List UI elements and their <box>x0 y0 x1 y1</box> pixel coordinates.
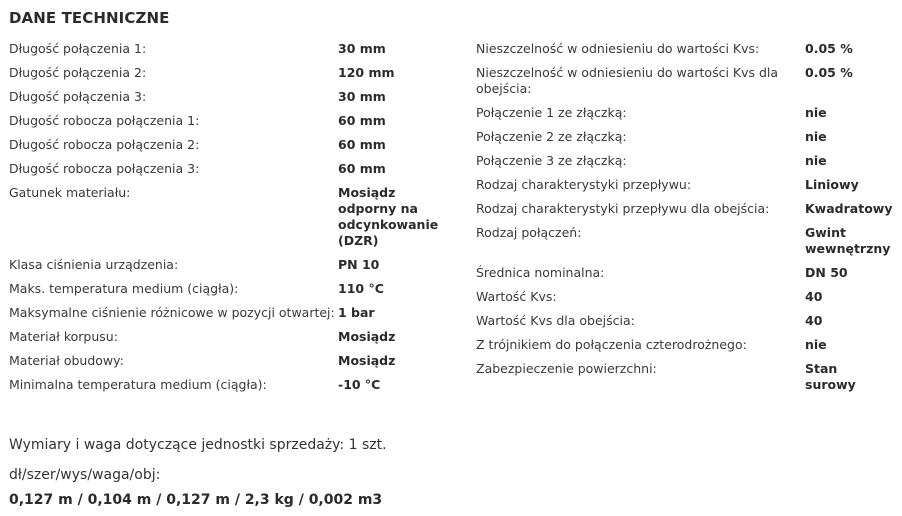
spec-label: Długość robocza połączenia 1: <box>9 113 200 128</box>
spec-value: 120 mm <box>338 65 395 80</box>
spec-value: 0.05 % <box>805 65 853 80</box>
spec-value: 30 mm <box>338 41 386 56</box>
spec-value: Kwadratowy <box>805 201 893 216</box>
spec-label: Długość robocza połączenia 3: <box>9 161 200 176</box>
spec-label: Rodzaj charakterystyki przepływu: <box>476 177 692 192</box>
spec-label: Materiał obudowy: <box>9 353 124 368</box>
spec-row <box>9 113 449 129</box>
spec-row <box>476 361 896 393</box>
spec-value: 60 mm <box>338 161 386 176</box>
spec-value: nie <box>805 129 827 144</box>
spec-label: Rodzaj charakterystyki przepływu dla obejścia: <box>476 201 770 216</box>
spec-row <box>9 377 449 393</box>
spec-label: Zabezpieczenie powierzchni: <box>476 361 657 376</box>
spec-row <box>9 161 449 177</box>
spec-row <box>476 289 896 305</box>
dimensions-label: dł/szer/wys/waga/obj: <box>9 467 161 483</box>
spec-row <box>9 305 449 321</box>
spec-value: 40 <box>805 313 823 328</box>
right-spec-column <box>476 41 896 401</box>
spec-row <box>476 337 896 353</box>
spec-label: Nieszczelność w odniesieniu do wartości Kvs: <box>476 41 760 56</box>
spec-value: Mosiądz <box>338 329 396 344</box>
spec-value: Mosiądz odporny na odcynkowanie (DZR) <box>338 185 439 248</box>
spec-value: nie <box>805 105 827 120</box>
spec-label: Długość połączenia 2: <box>9 65 147 80</box>
spec-value: Mosiądz <box>338 353 396 368</box>
spec-label: Nieszczelność w odniesieniu do wartości Kvs dla obejścia: <box>476 65 779 96</box>
spec-row <box>476 225 896 257</box>
spec-value: 60 mm <box>338 137 386 152</box>
spec-label: Materiał korpusu: <box>9 329 118 344</box>
spec-value: 40 <box>805 289 823 304</box>
spec-row <box>476 265 896 281</box>
spec-label: Z trójnikiem do połączenia czterodrożnego: <box>476 337 747 352</box>
sales-unit-summary: Wymiary i waga dotyczące jednostki sprzedaży: 1 szt. <box>9 437 387 453</box>
spec-value: Stan surowy <box>805 361 856 392</box>
spec-label: Średnica nominalna: <box>476 265 605 280</box>
spec-value: 1 bar <box>338 305 375 320</box>
spec-label: Wartość Kvs dla obejścia: <box>476 313 635 328</box>
spec-value: 30 mm <box>338 89 386 104</box>
spec-label: Maks. temperatura medium (ciągła): <box>9 281 239 296</box>
spec-row <box>476 177 896 193</box>
spec-row <box>9 353 449 369</box>
spec-label: Gatunek materiału: <box>9 185 131 200</box>
spec-row <box>9 281 449 297</box>
spec-label: Połączenie 1 ze złączką: <box>476 105 627 120</box>
spec-row <box>476 129 896 145</box>
spec-label: Minimalna temperatura medium (ciągła): <box>9 377 267 392</box>
spec-row <box>9 65 449 81</box>
spec-row <box>9 41 449 57</box>
section-title: DANE TECHNICZNE <box>9 9 170 27</box>
spec-value: nie <box>805 153 827 168</box>
spec-label: Długość robocza połączenia 2: <box>9 137 200 152</box>
spec-row <box>9 89 449 105</box>
spec-value: -10 °C <box>338 377 381 392</box>
left-spec-column <box>9 41 449 401</box>
spec-value: 110 °C <box>338 281 384 296</box>
spec-row <box>476 201 896 217</box>
spec-value: DN 50 <box>805 265 848 280</box>
spec-value: Gwint wewnętrzny <box>805 225 891 256</box>
spec-row <box>476 41 896 57</box>
spec-value: PN 10 <box>338 257 380 272</box>
dimensions-value: 0,127 m / 0,104 m / 0,127 m / 2,3 kg / 0,002 m3 <box>9 492 383 508</box>
spec-row <box>476 313 896 329</box>
spec-value: Liniowy <box>805 177 859 192</box>
spec-label: Wartość Kvs: <box>476 289 557 304</box>
spec-label: Rodzaj połączeń: <box>476 225 582 240</box>
spec-row <box>9 137 449 153</box>
spec-label: Połączenie 3 ze złączką: <box>476 153 627 168</box>
spec-row <box>476 153 896 169</box>
spec-row <box>476 65 896 97</box>
spec-value: 0.05 % <box>805 41 853 56</box>
spec-value: 60 mm <box>338 113 386 128</box>
spec-label: Maksymalne ciśnienie różnicowe w pozycji otwartej: <box>9 305 335 320</box>
spec-value: nie <box>805 337 827 352</box>
spec-label: Długość połączenia 1: <box>9 41 147 56</box>
spec-row <box>9 257 449 273</box>
spec-label: Długość połączenia 3: <box>9 89 147 104</box>
spec-row <box>476 105 896 121</box>
spec-label: Klasa ciśnienia urządzenia: <box>9 257 179 272</box>
spec-label: Połączenie 2 ze złączką: <box>476 129 627 144</box>
spec-row <box>9 185 449 249</box>
spec-row <box>9 329 449 345</box>
